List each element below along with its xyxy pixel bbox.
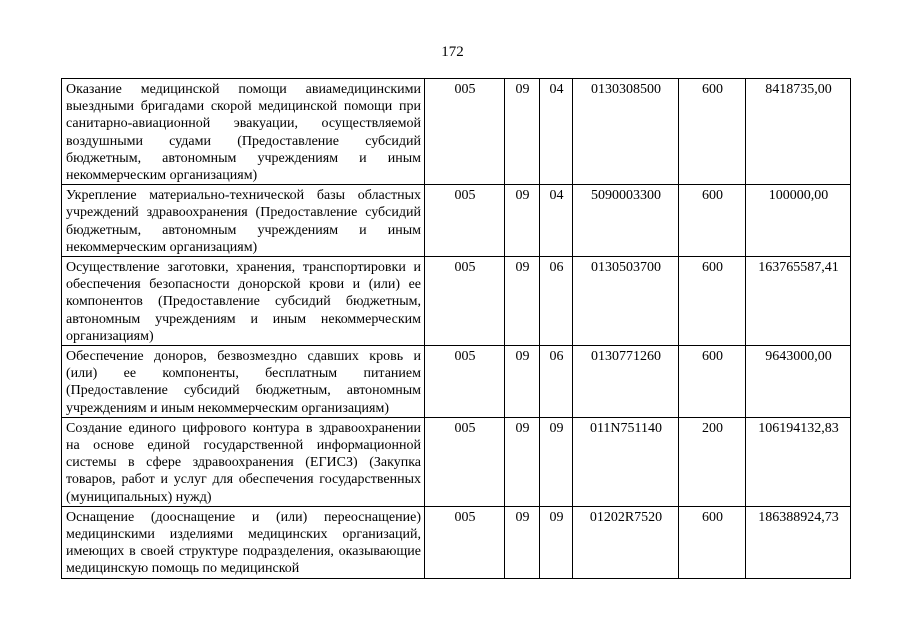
- row-expense-type: 600: [679, 506, 746, 578]
- row-description: Обеспечение доноров, безвозмездно сдавших кровь и (или) ее компоненты, бесплатным питанием (Предоставление субсидий бюджетным, автономным учреждениям и иным некоммерческим организациям): [62, 346, 425, 418]
- row-expense-type: 600: [679, 346, 746, 418]
- row-subsection-code: 09: [540, 417, 573, 506]
- row-subsection-code: 04: [540, 79, 573, 185]
- table-row: [62, 506, 851, 578]
- row-section-code: 09: [505, 417, 540, 506]
- row-grbs-code: 005: [425, 417, 505, 506]
- row-amount: 8418735,00: [746, 79, 851, 185]
- row-target-article: 0130308500: [573, 79, 679, 185]
- row-amount: 106194132,83: [746, 417, 851, 506]
- row-target-article: 0130503700: [573, 257, 679, 346]
- row-target-article: 01202R7520: [573, 506, 679, 578]
- table-row: [62, 346, 851, 418]
- row-section-code: 09: [505, 506, 540, 578]
- page-number: 172: [441, 44, 464, 60]
- row-amount: 186388924,73: [746, 506, 851, 578]
- row-target-article: 5090003300: [573, 185, 679, 257]
- row-amount: 100000,00: [746, 185, 851, 257]
- row-section-code: 09: [505, 79, 540, 185]
- row-description: Оказание медицинской помощи авиамедицинскими выездными бригадами скорой медицинской помощи при санитарно-авиационной эвакуации, осуществляемой воздушными судами (Предоставление субсидий бюджетным, автономным учреждениям и иным некоммерческим организациям): [62, 79, 425, 185]
- row-amount: 9643000,00: [746, 346, 851, 418]
- row-grbs-code: 005: [425, 346, 505, 418]
- row-description: Оснащение (дооснащение и (или) переоснащение) медицинскими изделиями медицинских организаций, имеющих в своей структуре подразделения, оказывающие медицинскую помощь по медицинской: [62, 506, 425, 578]
- row-subsection-code: 04: [540, 185, 573, 257]
- row-grbs-code: 005: [425, 185, 505, 257]
- row-subsection-code: 09: [540, 506, 573, 578]
- table-row: [62, 417, 851, 506]
- row-description: Укрепление материально-технической базы областных учреждений здравоохранения (Предоставление субсидий бюджетным, автономным учреждениям и иным некоммерческим организациям): [62, 185, 425, 257]
- row-subsection-code: 06: [540, 346, 573, 418]
- table-row: [62, 257, 851, 346]
- row-section-code: 09: [505, 346, 540, 418]
- row-section-code: 09: [505, 257, 540, 346]
- row-grbs-code: 005: [425, 257, 505, 346]
- row-expense-type: 600: [679, 79, 746, 185]
- table-row: [62, 79, 851, 185]
- row-description: Осуществление заготовки, хранения, транспортировки и обеспечения безопасности донорской крови и (или) ее компонентов (Предоставление субсидий бюджетным, автономным учреждениям и иным некоммерческим организациям): [62, 257, 425, 346]
- row-expense-type: 200: [679, 417, 746, 506]
- budget-table: [61, 78, 851, 579]
- row-subsection-code: 06: [540, 257, 573, 346]
- row-expense-type: 600: [679, 185, 746, 257]
- row-grbs-code: 005: [425, 506, 505, 578]
- row-grbs-code: 005: [425, 79, 505, 185]
- row-description: Создание единого цифрового контура в здравоохранении на основе единой государственной информационной системы в сфере здравоохранения (ЕГИСЗ) (Закупка товаров, работ и услуг для обеспечения государственных (муниципальных) нужд): [62, 417, 425, 506]
- row-expense-type: 600: [679, 257, 746, 346]
- row-target-article: 0130771260: [573, 346, 679, 418]
- table-row: [62, 185, 851, 257]
- row-section-code: 09: [505, 185, 540, 257]
- row-target-article: 011N751140: [573, 417, 679, 506]
- row-amount: 163765587,41: [746, 257, 851, 346]
